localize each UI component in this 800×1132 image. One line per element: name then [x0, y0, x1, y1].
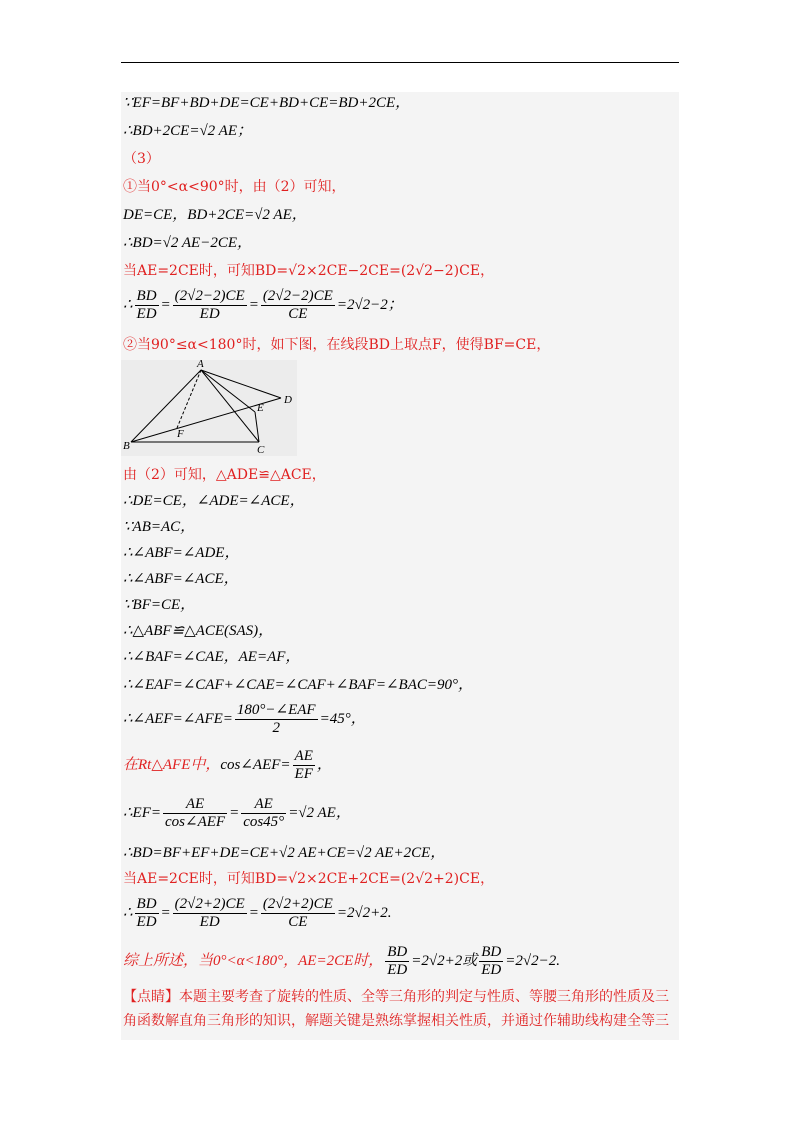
frac-angle: $\frac{\text{180°−∠EAF}}{2}$	[236, 702, 316, 736]
frac-ae-ef: $\frac{AE}{EF}$	[294, 748, 313, 782]
frac-bd-ed-2: $\frac{BD}{ED}$	[136, 896, 157, 930]
segment-ae	[201, 370, 255, 412]
frac-right-2: $\frac{(2√2+2)CE}{CE}$	[262, 896, 333, 930]
solution-body	[121, 92, 679, 1040]
label-b: B	[123, 440, 130, 452]
geometry-figure	[121, 360, 297, 456]
key-point-note: 【点睛】本题主要考查了旋转的性质、全等三角形的判定与性质、等腰三角形的性质及三角函数解直角三角形的知识，解题关键是熟练掌握相关性质，并通过作辅助线构建全等三	[123, 989, 669, 1029]
part-3-label: （3）	[123, 151, 160, 167]
line-bf-ce: ∵BF=CE，	[123, 597, 196, 613]
line-de-ce: DE=CE，BD+2CE=√2 AE，	[123, 207, 307, 223]
line-abf-ace: ∴∠ABF=∠ACE，	[123, 571, 239, 587]
line-baf-cae: ∴∠BAF=∠CAE，AE=AF，	[123, 649, 301, 665]
case-1-heading: ①当0°<α<90°时，由（2）可知，	[123, 179, 346, 195]
eq-cos-aef: 在Rt△AFE中，cos∠AEF= $\frac{AE}{EF}$ ，	[123, 748, 332, 782]
label-d: D	[284, 394, 292, 406]
label-c: C	[257, 444, 265, 456]
line-bd-2ce: ∴BD+2CE=√2 AE；	[123, 123, 252, 139]
eq-ef-value: ∴EF= $\frac{AE}{\text{cos∠AEF}}$ = $\frac{AE}{\cos 45^\circ}$ =√2 AE，	[123, 796, 351, 830]
segment-ab	[131, 370, 201, 442]
eq-ratio-case2: ∴ $\frac{BD}{ED}$ = $\frac{(2√2+2)CE}{ED}$ = $\frac{(2√2+2)CE}{CE}$ =2√2+2.	[123, 896, 392, 930]
segment-ad	[201, 370, 281, 398]
segment-ac	[201, 370, 259, 442]
frac-summary-1: $\frac{BD}{ED}$	[387, 944, 408, 978]
frac-right: $\frac{(2√2-2)CE}{CE}$	[262, 288, 333, 322]
eq-aef-45: ∴∠AEF=∠AFE= $\frac{\text{180°−∠EAF}}{2}$ =45°，	[123, 702, 366, 736]
frac-mid: $\frac{(2√2-2)CE}{ED}$	[174, 288, 245, 322]
label-e: E	[257, 402, 264, 414]
eq-ratio-case1: ∴ $\frac{BD}{ED}$ = $\frac{(2√2-2)CE}{ED}$ = $\frac{(2√2-2)CE}{CE}$ =2√2−2；	[123, 288, 403, 322]
frac-ae-cos: $\frac{AE}{\text{cos∠AEF}}$	[165, 796, 226, 830]
line-abf-ade: ∴∠ABF=∠ADE，	[123, 545, 240, 561]
line-eaf-90: ∴∠EAF=∠CAF+∠CAE=∠CAF+∠BAF=∠BAC=90°，	[123, 677, 473, 693]
line-ab-ac: ∵AB=AC，	[123, 519, 196, 535]
frac-bd-ed: $\frac{BD}{ED}$	[136, 288, 157, 322]
frac-mid-2: $\frac{(2√2+2)CE}{ED}$	[174, 896, 245, 930]
frac-summary-2: $\frac{BD}{ED}$	[481, 944, 502, 978]
line-congruent-ref: 由（2）可知，△ADE≌△ACE，	[123, 467, 326, 483]
line-case2-ae2ce: 当AE=2CE时，可知BD=√2×2CE+2CE=(2√2+2)CE，	[123, 871, 495, 887]
label-f: F	[177, 428, 184, 440]
line-sas: ∴△ABF≌△ACE(SAS)，	[123, 623, 274, 639]
summary-line: 综上所述，当0°<α<180°，AE=2CE时， $\frac{BD}{ED}$ =2√2+2或 $\frac{BD}{ED}$ =2√2−2.	[123, 944, 560, 978]
line-bd-expr: ∴BD=√2 AE−2CE，	[123, 235, 252, 251]
triangle-diagram	[121, 360, 297, 456]
case-2-heading: ②当90°≤α<180°时，如下图，在线段BD上取点F，使得BF=CE，	[123, 337, 551, 353]
line-case1-ae2ce: 当AE=2CE时，可知BD=√2×2CE−2CE=(2√2−2)CE，	[123, 263, 495, 279]
frac-ae-cos45: $\frac{AE}{\cos 45^\circ}$	[243, 796, 285, 830]
line-de-ce-angle: ∴DE=CE，∠ADE=∠ACE，	[123, 493, 305, 509]
header-rule	[121, 62, 679, 63]
line-bd-sum: ∴BD=BF+EF+DE=CE+√2 AE+CE=√2 AE+2CE，	[123, 845, 446, 861]
segment-af-dashed	[177, 370, 201, 428]
label-a: A	[197, 358, 204, 370]
line-ef-sum: ∵EF=BF+BD+DE=CE+BD+CE=BD+2CE，	[123, 95, 411, 111]
